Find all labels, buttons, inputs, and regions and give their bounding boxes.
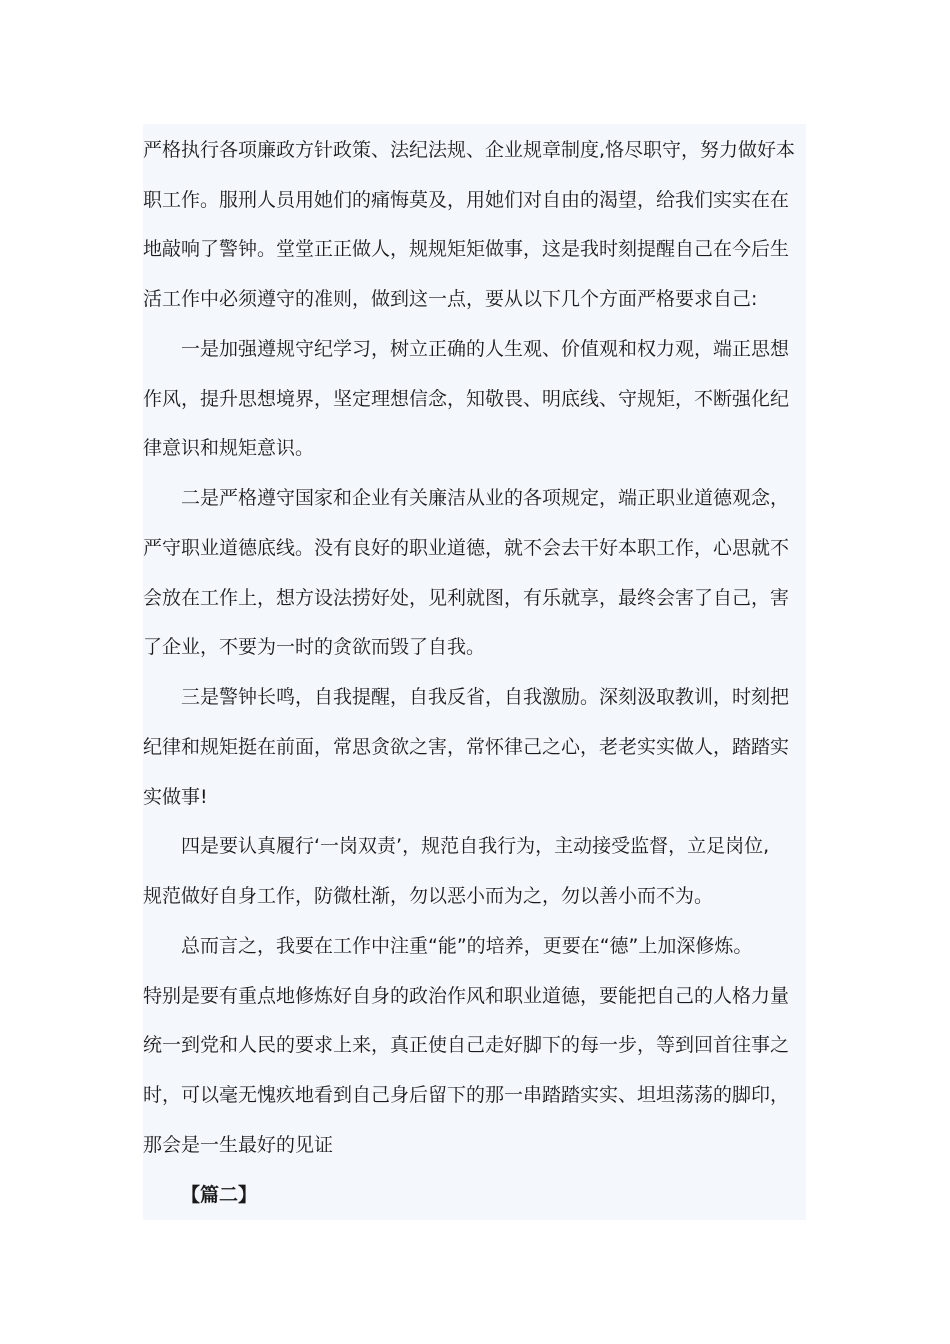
text-line: 一是加强遵规守纪学习，树立正确的人生观、价值观和权力观，端正思想	[181, 338, 790, 360]
text-line: 活工作中必须遵守的准则，做到这一点，要从以下几个方面严格要求自己:	[143, 288, 758, 310]
text-line: 职工作。服刑人员用她们的痛悔莫及，用她们对自由的渴望，给我们实实在在	[143, 189, 790, 211]
text-line: 二是严格遵守国家和企业有关廉洁从业的各项规定，端正职业道德观念，	[181, 487, 790, 509]
text-line: 律意识和规矩意识。	[143, 437, 315, 459]
text-line: 纪律和规矩挺在前面，常思贪欲之害，常怀律己之心，老老实实做人，踏踏实	[143, 736, 790, 758]
text-line: 时，可以毫无愧疚地看到自己身后留下的那一串踏踏实实、坦坦荡荡的脚印，	[143, 1084, 790, 1106]
text-line: 规范做好自身工作，防微杜渐，勿以恶小而为之，勿以善小而不为。	[143, 885, 714, 907]
text-line: 四是要认真履行‘一岗双责’，规范自我行为，主动接受监督，立足岗位,	[181, 835, 770, 857]
text-line: 严守职业道德底线。没有良好的职业道德，就不会去干好本职工作，心思就不	[143, 537, 790, 559]
text-line: 实做事!	[143, 786, 208, 808]
section-heading: 【篇二】	[181, 1184, 258, 1206]
text-line: 作风，提升思想境界，坚定理想信念，知敬畏、明底线、守规矩，不断强化纪	[143, 388, 790, 410]
text-line: 会放在工作上，想方设法捞好处，见利就图，有乐就享，最终会害了自己，害	[143, 587, 790, 609]
text-line: 地敲响了警钟。堂堂正正做人，规规矩矩做事，这是我时刻提醒自己在今后生	[143, 238, 790, 260]
document-body	[143, 124, 806, 1220]
text-line: 统一到党和人民的要求上来，真正使自己走好脚下的每一步，等到回首往事之	[143, 1034, 790, 1056]
text-line: 特别是要有重点地修炼好自身的政治作风和职业道德，要能把自己的人格力量	[143, 985, 790, 1007]
text-line: 严格执行各项廉政方针政策、法纪法规、企业规章制度,恪尽职守，努力做好本	[143, 139, 796, 161]
text-line: 三是警钟长鸣，自我提醒，自我反省，自我激励。深刻汲取教训，时刻把	[181, 686, 790, 708]
text-line: 了企业，不要为一时的贪欲而毁了自我。	[143, 636, 486, 658]
text-line: 总而言之，我要在工作中注重“能”的培养，更要在“德”上加深修炼。	[181, 935, 753, 957]
text-line: 那会是一生最好的见证	[143, 1134, 334, 1156]
